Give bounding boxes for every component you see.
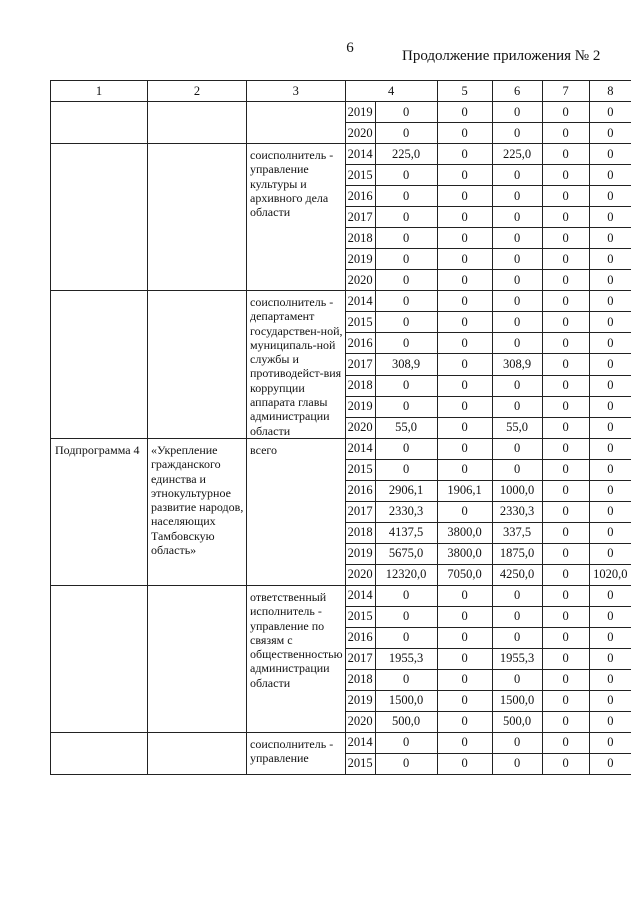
program-cell: Подпрограмма 4 (51, 438, 148, 585)
executor-cell: всего (247, 438, 346, 585)
value-cell: 0 (589, 480, 631, 501)
year-cell: 2014 (345, 291, 375, 312)
value-cell: 0 (589, 753, 631, 774)
header-cell-5: 5 (437, 81, 492, 102)
value-cell: 0 (589, 186, 631, 207)
executor-cell (247, 102, 346, 144)
value-cell: 0 (542, 207, 589, 228)
executor-cell: соисполнитель - департамент государствен-ной, муниципаль-ной службы и противодейст-вия коррупции аппарата главы администрации области (247, 291, 346, 439)
value-cell: 0 (437, 186, 492, 207)
year-cell: 2020 (345, 270, 375, 291)
value-cell: 0 (375, 312, 437, 333)
value-cell: 0 (437, 753, 492, 774)
header-cell-2: 2 (148, 81, 247, 102)
value-cell: 0 (492, 333, 542, 354)
value-cell: 4250,0 (492, 564, 542, 585)
value-cell: 0 (589, 606, 631, 627)
value-cell: 337,5 (492, 522, 542, 543)
value-cell: 4137,5 (375, 522, 437, 543)
year-cell: 2014 (345, 732, 375, 753)
value-cell: 0 (542, 123, 589, 144)
header-cell-7: 7 (542, 81, 589, 102)
value-cell: 0 (437, 690, 492, 711)
year-cell: 2016 (345, 480, 375, 501)
value-cell: 0 (589, 375, 631, 396)
value-cell: 0 (589, 396, 631, 417)
value-cell: 12320,0 (375, 564, 437, 585)
value-cell: 0 (589, 690, 631, 711)
value-cell: 0 (375, 627, 437, 648)
value-cell: 0 (589, 522, 631, 543)
value-cell: 0 (375, 585, 437, 606)
year-cell: 2017 (345, 354, 375, 375)
value-cell: 0 (375, 396, 437, 417)
year-cell: 2019 (345, 396, 375, 417)
value-cell: 0 (437, 312, 492, 333)
value-cell: 0 (542, 186, 589, 207)
value-cell: 500,0 (492, 711, 542, 732)
year-cell: 2017 (345, 207, 375, 228)
year-cell: 2017 (345, 501, 375, 522)
value-cell: 0 (437, 396, 492, 417)
value-cell: 0 (437, 606, 492, 627)
year-cell: 2016 (345, 186, 375, 207)
value-cell: 0 (589, 459, 631, 480)
program-cell (51, 102, 148, 144)
value-cell: 0 (492, 753, 542, 774)
value-cell: 0 (437, 333, 492, 354)
value-cell: 0 (589, 123, 631, 144)
value-cell: 0 (375, 459, 437, 480)
year-cell: 2015 (345, 753, 375, 774)
title-cell (148, 144, 247, 291)
value-cell: 0 (542, 165, 589, 186)
value-cell: 7050,0 (437, 564, 492, 585)
value-cell: 0 (542, 354, 589, 375)
value-cell: 0 (589, 165, 631, 186)
header-cell-3: 3 (247, 81, 346, 102)
value-cell: 0 (437, 417, 492, 438)
value-cell: 0 (542, 417, 589, 438)
value-cell: 0 (375, 333, 437, 354)
header-cell-1: 1 (51, 81, 148, 102)
page-number: 6 (346, 40, 354, 56)
value-cell: 2330,3 (375, 501, 437, 522)
value-cell: 0 (542, 459, 589, 480)
value-cell: 0 (542, 333, 589, 354)
value-cell: 1955,3 (492, 648, 542, 669)
value-cell: 3800,0 (437, 522, 492, 543)
value-cell: 0 (589, 207, 631, 228)
value-cell: 0 (589, 732, 631, 753)
value-cell: 0 (542, 144, 589, 165)
table-row (51, 732, 632, 753)
value-cell: 0 (542, 501, 589, 522)
value-cell: 0 (492, 375, 542, 396)
value-cell: 0 (492, 123, 542, 144)
continuation-title: Продолжение приложения № 2 (402, 48, 601, 64)
value-cell: 0 (437, 501, 492, 522)
value-cell: 0 (589, 648, 631, 669)
value-cell: 0 (542, 228, 589, 249)
value-cell: 0 (492, 732, 542, 753)
value-cell: 0 (437, 291, 492, 312)
value-cell: 0 (542, 480, 589, 501)
value-cell: 0 (542, 627, 589, 648)
value-cell: 1906,1 (437, 480, 492, 501)
value-cell: 0 (437, 165, 492, 186)
value-cell: 0 (492, 102, 542, 123)
value-cell: 1500,0 (375, 690, 437, 711)
value-cell: 0 (589, 249, 631, 270)
year-cell: 2018 (345, 375, 375, 396)
value-cell: 0 (589, 354, 631, 375)
value-cell: 0 (437, 711, 492, 732)
value-cell: 0 (589, 501, 631, 522)
value-cell: 0 (589, 417, 631, 438)
value-cell: 0 (375, 249, 437, 270)
title-cell (148, 291, 247, 439)
executor-cell: соисполнитель - управление культуры и архивного дела области (247, 144, 346, 291)
value-cell: 225,0 (375, 144, 437, 165)
value-cell: 0 (542, 270, 589, 291)
value-cell: 0 (492, 186, 542, 207)
value-cell: 0 (492, 249, 542, 270)
value-cell: 0 (492, 165, 542, 186)
executor-cell: ответственный исполнитель - управление по связям с общественностью администрации области (247, 585, 346, 732)
value-cell: 0 (375, 165, 437, 186)
year-cell: 2015 (345, 606, 375, 627)
year-cell: 2019 (345, 102, 375, 123)
year-cell: 2014 (345, 438, 375, 459)
value-cell: 1020,0 (589, 564, 631, 585)
value-cell: 0 (437, 732, 492, 753)
funding-table (50, 80, 631, 775)
title-cell: «Укрепление гражданского единства и этнокультурное развитие народов, населяющих Тамбовскую область» (148, 438, 247, 585)
value-cell: 0 (542, 711, 589, 732)
year-cell: 2016 (345, 627, 375, 648)
header-cell-8: 8 (589, 81, 631, 102)
value-cell: 0 (542, 291, 589, 312)
year-cell: 2020 (345, 417, 375, 438)
value-cell: 0 (375, 291, 437, 312)
value-cell: 0 (542, 690, 589, 711)
value-cell: 0 (589, 291, 631, 312)
year-cell: 2018 (345, 669, 375, 690)
value-cell: 0 (437, 585, 492, 606)
value-cell: 0 (542, 753, 589, 774)
year-cell: 2019 (345, 690, 375, 711)
value-cell: 0 (589, 270, 631, 291)
value-cell: 0 (492, 585, 542, 606)
year-cell: 2018 (345, 228, 375, 249)
value-cell: 0 (589, 711, 631, 732)
value-cell: 0 (375, 123, 437, 144)
year-cell: 2019 (345, 543, 375, 564)
value-cell: 0 (437, 438, 492, 459)
year-cell: 2015 (345, 312, 375, 333)
value-cell: 0 (542, 543, 589, 564)
value-cell: 0 (437, 375, 492, 396)
program-cell (51, 732, 148, 774)
value-cell: 0 (589, 312, 631, 333)
value-cell: 0 (492, 438, 542, 459)
value-cell: 5675,0 (375, 543, 437, 564)
value-cell: 1875,0 (492, 543, 542, 564)
value-cell: 0 (492, 270, 542, 291)
value-cell: 3800,0 (437, 543, 492, 564)
value-cell: 0 (589, 333, 631, 354)
table-row (51, 585, 632, 606)
value-cell: 0 (437, 459, 492, 480)
value-cell: 0 (542, 438, 589, 459)
program-cell (51, 144, 148, 291)
value-cell: 2330,3 (492, 501, 542, 522)
value-cell: 0 (542, 648, 589, 669)
header-row (51, 81, 632, 102)
year-cell: 2018 (345, 522, 375, 543)
value-cell: 0 (542, 585, 589, 606)
value-cell: 1955,3 (375, 648, 437, 669)
value-cell: 0 (437, 228, 492, 249)
value-cell: 0 (375, 438, 437, 459)
value-cell: 0 (589, 144, 631, 165)
value-cell: 0 (542, 606, 589, 627)
value-cell: 0 (542, 396, 589, 417)
value-cell: 0 (492, 228, 542, 249)
year-cell: 2017 (345, 648, 375, 669)
value-cell: 0 (492, 291, 542, 312)
value-cell: 0 (437, 354, 492, 375)
value-cell: 0 (437, 270, 492, 291)
value-cell: 0 (492, 396, 542, 417)
header-cell-4: 4 (345, 81, 437, 102)
value-cell: 0 (375, 102, 437, 123)
table-row (51, 291, 632, 312)
value-cell: 0 (492, 459, 542, 480)
value-cell: 1500,0 (492, 690, 542, 711)
value-cell: 0 (589, 585, 631, 606)
value-cell: 0 (542, 102, 589, 123)
year-cell: 2020 (345, 123, 375, 144)
value-cell: 0 (375, 270, 437, 291)
value-cell: 0 (492, 669, 542, 690)
value-cell: 0 (542, 669, 589, 690)
title-cell (148, 732, 247, 774)
table-body (51, 81, 632, 775)
program-cell (51, 291, 148, 439)
value-cell: 0 (375, 753, 437, 774)
value-cell: 0 (589, 438, 631, 459)
year-cell: 2015 (345, 165, 375, 186)
value-cell: 0 (437, 648, 492, 669)
year-cell: 2014 (345, 144, 375, 165)
value-cell: 0 (492, 606, 542, 627)
value-cell: 0 (492, 207, 542, 228)
year-cell: 2015 (345, 459, 375, 480)
header-cell-6: 6 (492, 81, 542, 102)
value-cell: 0 (375, 186, 437, 207)
value-cell: 0 (542, 249, 589, 270)
program-cell (51, 585, 148, 732)
year-cell: 2014 (345, 585, 375, 606)
value-cell: 0 (542, 312, 589, 333)
value-cell: 0 (542, 375, 589, 396)
value-cell: 308,9 (375, 354, 437, 375)
value-cell: 500,0 (375, 711, 437, 732)
value-cell: 0 (589, 543, 631, 564)
value-cell: 225,0 (492, 144, 542, 165)
value-cell: 55,0 (492, 417, 542, 438)
value-cell: 0 (542, 564, 589, 585)
value-cell: 0 (437, 627, 492, 648)
value-cell: 55,0 (375, 417, 437, 438)
value-cell: 0 (375, 375, 437, 396)
value-cell: 308,9 (492, 354, 542, 375)
value-cell: 0 (589, 669, 631, 690)
value-cell: 0 (375, 207, 437, 228)
value-cell: 0 (437, 123, 492, 144)
year-cell: 2019 (345, 249, 375, 270)
value-cell: 0 (437, 249, 492, 270)
value-cell: 0 (542, 522, 589, 543)
value-cell: 0 (375, 606, 437, 627)
value-cell: 0 (375, 669, 437, 690)
value-cell: 0 (437, 144, 492, 165)
table-row (51, 144, 632, 165)
year-cell: 2020 (345, 711, 375, 732)
value-cell: 0 (375, 228, 437, 249)
value-cell: 0 (589, 228, 631, 249)
title-cell (148, 585, 247, 732)
value-cell: 0 (492, 312, 542, 333)
value-cell: 0 (542, 732, 589, 753)
value-cell: 0 (375, 732, 437, 753)
value-cell: 2906,1 (375, 480, 437, 501)
value-cell: 0 (437, 207, 492, 228)
executor-cell: соисполнитель - управление (247, 732, 346, 774)
value-cell: 1000,0 (492, 480, 542, 501)
title-cell (148, 102, 247, 144)
year-cell: 2020 (345, 564, 375, 585)
table-row (51, 102, 632, 123)
value-cell: 0 (589, 627, 631, 648)
table-row (51, 438, 632, 459)
value-cell: 0 (589, 102, 631, 123)
value-cell: 0 (437, 669, 492, 690)
value-cell: 0 (437, 102, 492, 123)
value-cell: 0 (492, 627, 542, 648)
year-cell: 2016 (345, 333, 375, 354)
